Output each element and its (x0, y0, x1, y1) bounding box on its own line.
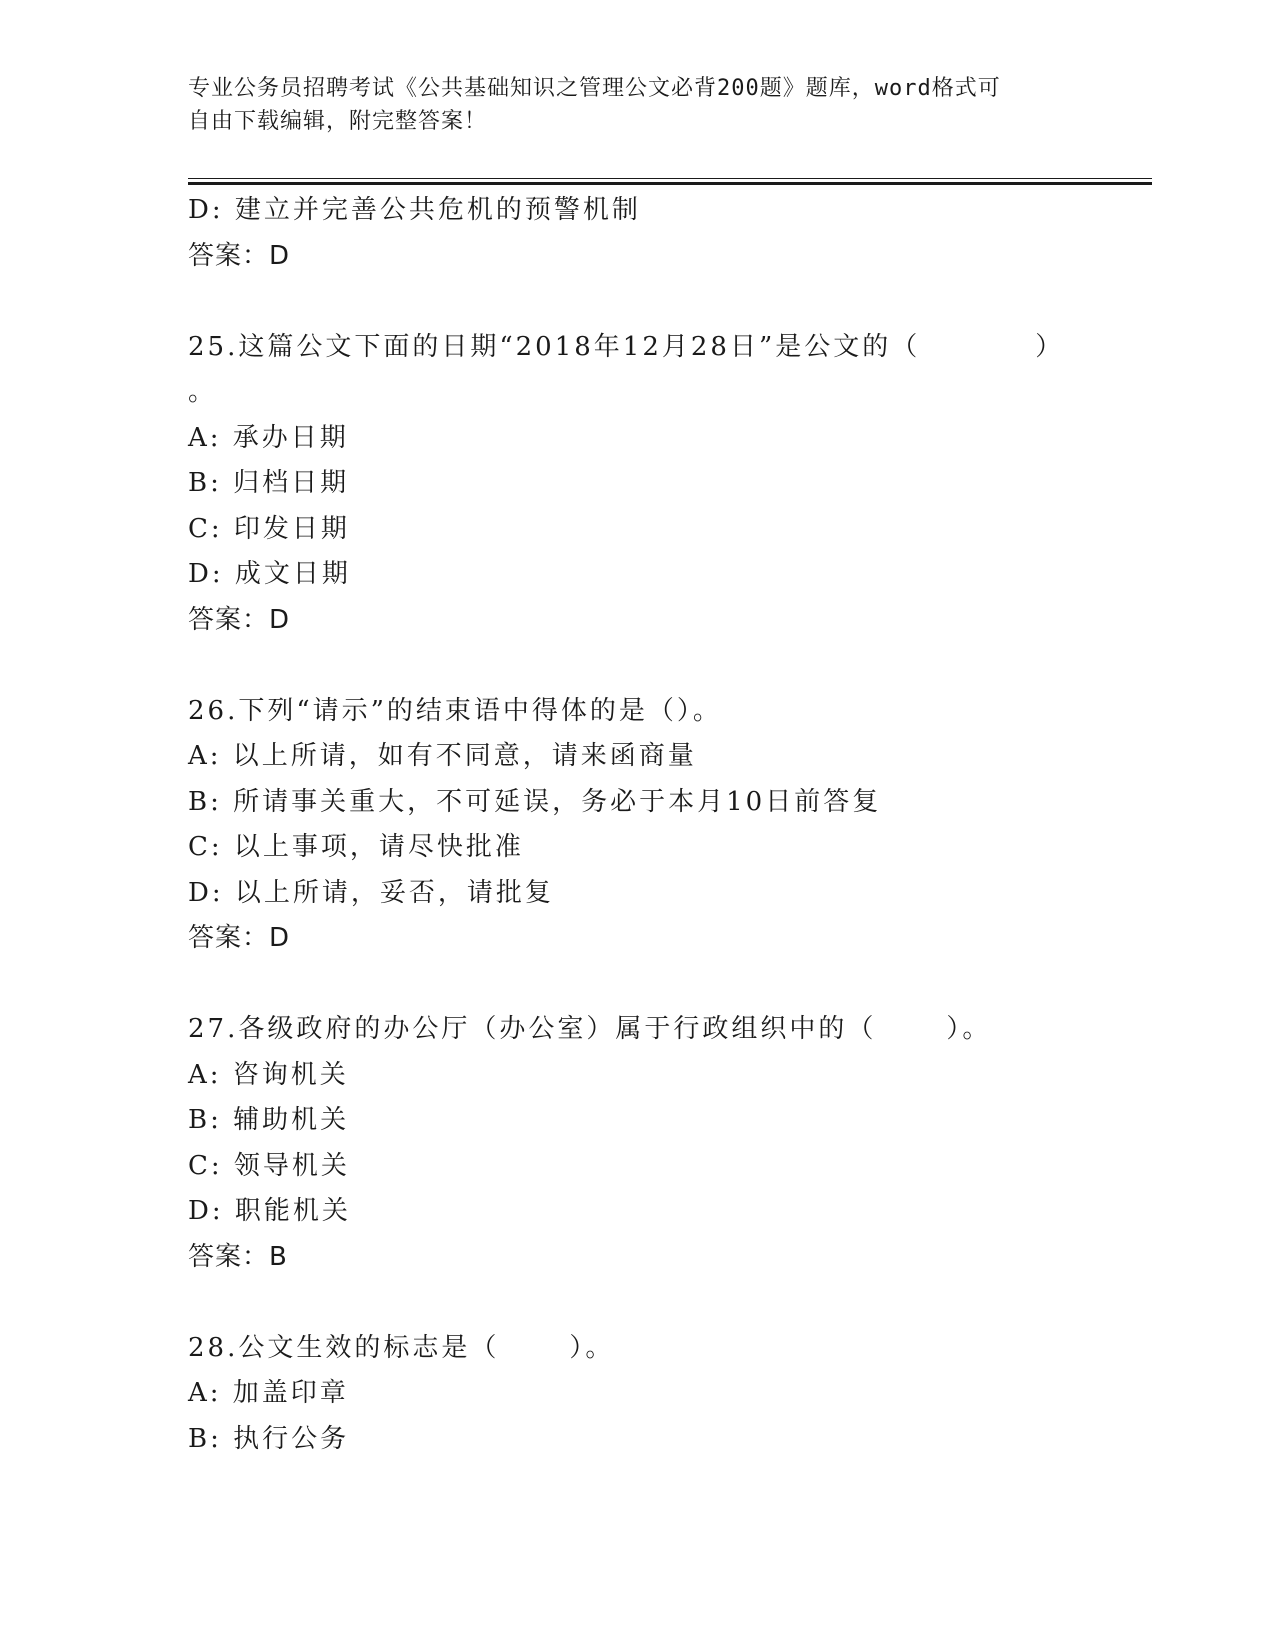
header-line-1: 专业公务员招聘考试《公共基础知识之管理公文必背200题》题库，word格式可 (188, 76, 1001, 101)
option-d: D: 以上所请，妥否，请批复 (188, 877, 554, 908)
question-list (188, 188, 1088, 1462)
question-stem-close: ）。 (946, 1014, 992, 1044)
document-header (188, 72, 1068, 138)
question-stem-text: 28.公文生效的标志是（ (188, 1332, 500, 1363)
option-a: A: 以上所请，如有不同意，请来函商量 (188, 741, 697, 771)
answer: 答案：D (188, 240, 291, 271)
question-stem-close: ） (1035, 331, 1065, 362)
header-divider-thick (188, 182, 1152, 185)
option-b: B: 执行公务 (188, 1423, 350, 1454)
question-stem-28 (188, 1326, 1088, 1372)
spacer (188, 1280, 1088, 1326)
spacer (188, 643, 1088, 689)
option-d: D: 职能机关 (188, 1196, 351, 1226)
question-stem-text: 25.这篇公文下面的日期“2018年12月28日”是公文的（ (188, 331, 921, 362)
option-c: C: 印发日期 (188, 513, 350, 544)
question-stem-close: ）。 (569, 1332, 615, 1363)
option-b: B: 辅助机关 (188, 1105, 350, 1135)
spacer (188, 962, 1088, 1008)
spacer (188, 279, 1088, 325)
option-d: D: 成文日期 (188, 559, 351, 589)
question-stem-26: 26.下列“请示”的结束语中得体的是（）。 (188, 695, 722, 726)
question-stem-25 (188, 325, 1088, 371)
answer: 答案：D (188, 923, 291, 953)
option-a: A: 咨询机关 (188, 1059, 349, 1090)
option-b: B: 归档日期 (188, 468, 350, 498)
option-d: D: 建立并完善公共危机的预警机制 (188, 195, 641, 225)
option-c: C: 以上事项，请尽快批准 (188, 832, 524, 862)
question-stem-continuation: 。 (188, 377, 218, 407)
option-a: A: 加盖印章 (188, 1378, 349, 1408)
header-divider-thin (188, 178, 1152, 179)
option-a: A: 承办日期 (188, 422, 349, 453)
option-c: C: 领导机关 (188, 1150, 350, 1181)
header-line-2: 自由下载编辑，附完整答案！ (188, 109, 488, 134)
question-stem-27 (188, 1007, 1088, 1053)
question-stem-text: 27.各级政府的办公厅（办公室）属于行政组织中的（ (188, 1014, 877, 1044)
answer: 答案：B (188, 1241, 288, 1272)
answer: 答案：D (188, 604, 291, 635)
option-b: B: 所请事关重大，不可延误，务必于本月10日前答复 (188, 786, 882, 817)
